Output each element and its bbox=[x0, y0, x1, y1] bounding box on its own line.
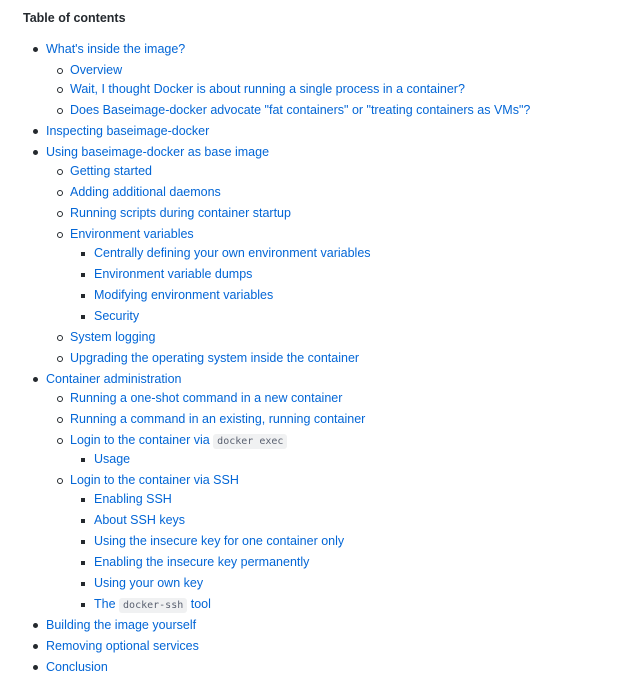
toc-item-container-admin bbox=[0, 370, 626, 616]
toc-link-container-admin[interactable]: Container administration bbox=[46, 372, 182, 386]
circle-bullet-icon bbox=[57, 335, 63, 341]
circle-bullet-icon bbox=[57, 169, 63, 175]
toc-item-building-image bbox=[0, 616, 626, 637]
toc-link-docker-exec[interactable] bbox=[70, 431, 287, 451]
disc-bullet-icon bbox=[33, 129, 38, 134]
toc-link-own-key[interactable]: Using your own key bbox=[94, 576, 204, 590]
toc-link-one-shot[interactable]: Running a one-shot command in a new container bbox=[70, 391, 343, 405]
circle-bullet-icon bbox=[57, 190, 63, 196]
inline-code-docker-ssh: docker-ssh bbox=[119, 598, 187, 613]
inline-code-docker-exec: docker exec bbox=[213, 434, 287, 449]
toc-item-usage bbox=[0, 450, 626, 471]
toc-item-ssh-login bbox=[0, 471, 626, 616]
disc-bullet-icon bbox=[33, 377, 38, 382]
square-bullet-icon bbox=[81, 603, 85, 607]
toc-link-about-ssh-keys[interactable]: About SSH keys bbox=[94, 513, 186, 527]
circle-bullet-icon bbox=[57, 396, 63, 402]
toc-item-removing-services bbox=[0, 637, 626, 658]
toc-item-own-key bbox=[0, 574, 626, 595]
toc-link-usage[interactable]: Usage bbox=[94, 452, 131, 466]
square-bullet-icon bbox=[81, 582, 85, 586]
disc-bullet-icon bbox=[33, 150, 38, 155]
toc-link-single-process[interactable]: Wait, I thought Docker is about running a single process in a container? bbox=[70, 82, 465, 96]
toc-link-env-modify[interactable]: Modifying environment variables bbox=[94, 288, 274, 302]
toc-item-startup-scripts bbox=[0, 204, 626, 225]
disc-bullet-icon bbox=[33, 47, 38, 52]
square-bullet-icon bbox=[81, 519, 85, 523]
toc-item-single-process bbox=[0, 80, 626, 101]
circle-bullet-icon bbox=[57, 478, 63, 484]
toc-item-env-security bbox=[0, 307, 626, 328]
square-bullet-icon bbox=[81, 458, 85, 462]
toc-item-insecure-permanent bbox=[0, 553, 626, 574]
disc-bullet-icon bbox=[33, 623, 38, 628]
circle-bullet-icon bbox=[57, 232, 63, 238]
toc-item-getting-started bbox=[0, 162, 626, 183]
table-of-contents bbox=[0, 40, 626, 679]
toc-item-inspecting bbox=[0, 122, 626, 143]
toc-link-docker-ssh-tool[interactable] bbox=[94, 595, 211, 615]
circle-bullet-icon bbox=[57, 211, 63, 217]
circle-bullet-icon bbox=[57, 87, 63, 93]
toc-item-whats-inside bbox=[0, 40, 626, 122]
toc-item-env-modify bbox=[0, 286, 626, 307]
toc-item-enabling-ssh bbox=[0, 490, 626, 511]
disc-bullet-icon bbox=[33, 644, 38, 649]
toc-item-existing-container bbox=[0, 410, 626, 431]
toc-link-building-image[interactable]: Building the image yourself bbox=[46, 618, 197, 632]
toc-link-ssh-login[interactable]: Login to the container via SSH bbox=[70, 473, 239, 487]
toc-item-using-base-image bbox=[0, 143, 626, 370]
toc-item-system-logging bbox=[0, 328, 626, 349]
toc-item-env-vars bbox=[0, 225, 626, 328]
toc-item-docker-exec bbox=[0, 431, 626, 471]
circle-bullet-icon bbox=[57, 108, 63, 114]
toc-link-fat-containers[interactable]: Does Baseimage-docker advocate "fat containers" or "treating containers as VMs"? bbox=[70, 103, 531, 117]
toc-link-docker-ssh-suffix: tool bbox=[190, 597, 211, 611]
toc-link-system-logging[interactable]: System logging bbox=[70, 330, 156, 344]
toc-link-env-vars[interactable]: Environment variables bbox=[70, 227, 194, 241]
toc-link-enabling-ssh[interactable]: Enabling SSH bbox=[94, 492, 172, 506]
toc-item-env-central bbox=[0, 244, 626, 265]
circle-bullet-icon bbox=[57, 417, 63, 423]
square-bullet-icon bbox=[81, 561, 85, 565]
toc-link-additional-daemons[interactable]: Adding additional daemons bbox=[70, 185, 221, 199]
toc-item-env-dumps bbox=[0, 265, 626, 286]
toc-item-upgrading-os bbox=[0, 349, 626, 370]
disc-bullet-icon bbox=[33, 665, 38, 670]
toc-item-conclusion bbox=[0, 658, 626, 679]
toc-link-env-central[interactable]: Centrally defining your own environment variables bbox=[94, 246, 371, 260]
toc-link-getting-started[interactable]: Getting started bbox=[70, 164, 152, 178]
toc-title: Table of contents bbox=[23, 11, 126, 25]
toc-item-additional-daemons bbox=[0, 183, 626, 204]
toc-item-about-ssh-keys bbox=[0, 511, 626, 532]
toc-link-overview[interactable]: Overview bbox=[70, 63, 123, 77]
square-bullet-icon bbox=[81, 315, 85, 319]
toc-item-one-shot bbox=[0, 389, 626, 410]
toc-link-startup-scripts[interactable]: Running scripts during container startup bbox=[70, 206, 291, 220]
toc-link-existing-container[interactable]: Running a command in an existing, running container bbox=[70, 412, 366, 426]
toc-link-docker-exec-label: Login to the container via bbox=[70, 433, 210, 447]
toc-link-env-dumps[interactable]: Environment variable dumps bbox=[94, 267, 253, 281]
toc-item-docker-ssh-tool bbox=[0, 595, 626, 616]
toc-link-conclusion[interactable]: Conclusion bbox=[46, 660, 108, 674]
toc-item-fat-containers bbox=[0, 101, 626, 122]
square-bullet-icon bbox=[81, 294, 85, 298]
toc-link-using-base-image[interactable]: Using baseimage-docker as base image bbox=[46, 145, 270, 159]
square-bullet-icon bbox=[81, 498, 85, 502]
toc-item-insecure-one bbox=[0, 532, 626, 553]
toc-link-removing-services[interactable]: Removing optional services bbox=[46, 639, 199, 653]
toc-link-docker-ssh-prefix: The bbox=[94, 597, 116, 611]
circle-bullet-icon bbox=[57, 68, 63, 74]
square-bullet-icon bbox=[81, 273, 85, 277]
circle-bullet-icon bbox=[57, 438, 63, 444]
toc-link-whats-inside[interactable]: What's inside the image? bbox=[46, 42, 186, 56]
square-bullet-icon bbox=[81, 252, 85, 256]
toc-link-upgrading-os[interactable]: Upgrading the operating system inside the container bbox=[70, 351, 360, 365]
toc-link-env-security[interactable]: Security bbox=[94, 309, 140, 323]
toc-item-overview bbox=[0, 61, 626, 80]
toc-link-inspecting[interactable]: Inspecting baseimage-docker bbox=[46, 124, 210, 138]
toc-link-insecure-one[interactable]: Using the insecure key for one container only bbox=[94, 534, 345, 548]
toc-list bbox=[0, 40, 626, 679]
circle-bullet-icon bbox=[57, 356, 63, 362]
toc-link-insecure-permanent[interactable]: Enabling the insecure key permanently bbox=[94, 555, 310, 569]
square-bullet-icon bbox=[81, 540, 85, 544]
